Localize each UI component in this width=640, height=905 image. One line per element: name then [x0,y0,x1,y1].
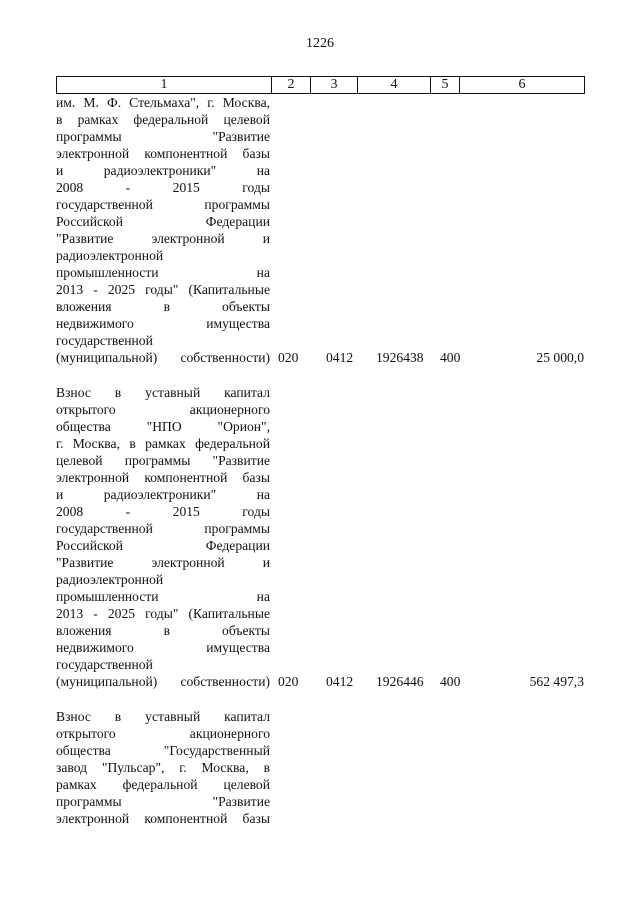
description-line: "Развитие электронной и [56,231,270,246]
chapter-code: 020 [278,350,299,365]
column-header-table [56,76,585,94]
target-article-code: 1926438 [376,350,424,365]
description-line: и радиоэлектроники" на [56,163,270,178]
amount: 562 497,3 [529,674,584,689]
column-header-6: 6 [460,77,585,94]
description-line: недвижимого имущества [56,316,270,331]
description-line: Российской Федерации [56,214,270,229]
description-line: (муниципальной) собственности) [56,350,270,365]
description-line: открытого акционерного [56,726,270,741]
table-row [56,384,588,690]
column-header-2: 2 [272,77,311,94]
chapter-code: 020 [278,674,299,689]
table-body [56,94,588,827]
description-line: радиоэлектронной [56,248,164,263]
section-code: 0412 [326,350,354,365]
description-line: и радиоэлектроники" на [56,487,270,502]
description-line: общества "НПО "Орион", [56,419,270,434]
expense-type-code: 400 [440,350,461,365]
description-line: промышленности на [56,589,270,604]
description-line: открытого акционерного [56,402,270,417]
description-line: вложения в объекты [56,623,270,638]
description-line: государственной программы [56,521,270,536]
column-header-4: 4 [358,77,431,94]
description-line: 2013 - 2025 годы" (Капитальные [56,282,270,297]
section-code: 0412 [326,674,354,689]
expense-type-code: 400 [440,674,461,689]
description-line: г. Москва, в рамках федеральной [56,436,270,451]
description-line: 2008 - 2015 годы [56,504,270,519]
amount: 25 000,0 [536,350,584,365]
column-header-1: 1 [57,77,272,94]
table-row [56,94,588,366]
description-line: электронной компонентной базы [56,146,270,161]
description-line: "Развитие электронной и [56,555,270,570]
description-line: вложения в объекты [56,299,270,314]
target-article-code: 1926446 [376,674,424,689]
column-header-5: 5 [431,77,460,94]
description-line: государственной [56,333,153,348]
description-line: рамках федеральной целевой [56,777,270,792]
description-line: 2008 - 2015 годы [56,180,270,195]
description-line: Российской Федерации [56,538,270,553]
row-description [56,708,270,827]
description-line: промышленности на [56,265,270,280]
description-line: электронной компонентной базы [56,470,270,485]
description-line: государственной [56,657,153,672]
description-line: недвижимого имущества [56,640,270,655]
description-line: в рамках федеральной целевой [56,112,270,127]
description-line: Взнос в уставный капитал [56,709,270,724]
description-line: программы "Развитие [56,129,270,144]
page-number: 1226 [306,36,334,51]
description-line: целевой программы "Развитие [56,453,270,468]
row-description [56,94,270,366]
table-row [56,708,588,827]
description-line: им. М. Ф. Стельмаха", г. Москва, [56,95,270,110]
description-line: электронной компонентной базы [56,811,270,826]
description-line: государственной программы [56,197,270,212]
description-line: (муниципальной) собственности) [56,674,270,689]
description-line: общества "Государственный [56,743,270,758]
description-line: 2013 - 2025 годы" (Капитальные [56,606,270,621]
row-description [56,384,270,690]
description-line: завод "Пульсар", г. Москва, в [56,760,270,775]
description-line: радиоэлектронной [56,572,164,587]
description-line: Взнос в уставный капитал [56,385,270,400]
column-header-3: 3 [311,77,358,94]
description-line: программы "Развитие [56,794,270,809]
